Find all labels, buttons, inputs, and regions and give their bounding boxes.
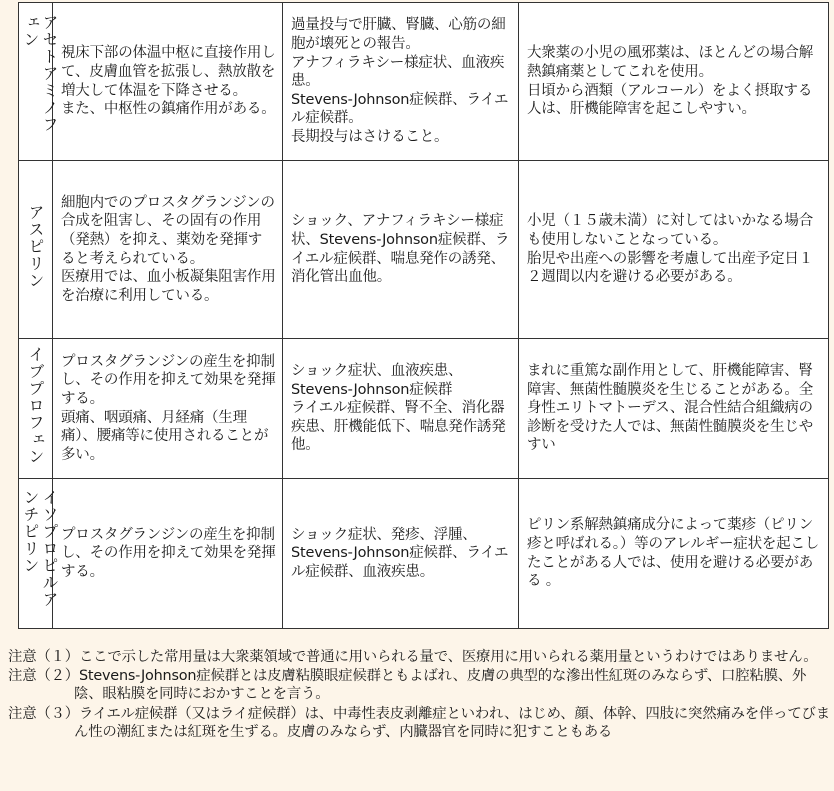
- drug-name-cell: [19, 479, 59, 629]
- side-effect-text: 過量投与で肝臓、腎臓、心筋の細胞が壊死との報告。: [291, 17, 506, 53]
- notes-cell: [519, 3, 829, 161]
- side-effect-text: ライエル症候群、腎不全、消化器疾患、肝機能低下、喘息発作誘発他。: [291, 400, 506, 454]
- footnote-2: 注意（２）Stevens-Johnson症候群とは皮膚粘膜眼症候群ともよばれ、皮膚の典型的な滲出性紅斑のみならず、口腔粘膜、外陰、眼粘膜を同時におかすことを言う。: [8, 668, 807, 703]
- notes-cell: [519, 161, 829, 339]
- mechanism-text: プロスタグランジンの産生を抑制し、その作用を抑えて効果を発揮する。: [61, 526, 276, 580]
- side-effect-text: アナフィラキシー様症状、血液疾患。: [291, 54, 505, 90]
- table-row: [19, 479, 829, 629]
- mechanism-text: プロスタグランジンの産生を抑制し、その作用を抑えて効果を発揮する。: [61, 353, 276, 407]
- mechanism-cell: [53, 339, 283, 479]
- notes-cell: [519, 339, 829, 479]
- mechanism-cell: [53, 3, 283, 161]
- note-text: 胎児や出産への影響を考慮して出産予定日１２週間以内を避ける必要がある。: [527, 250, 813, 286]
- side-effects-cell: [283, 479, 519, 629]
- mechanism-text: 視床下部の体温中枢に直接作用して、皮膚血管を拡張し、熱放散を増大して体温を下降させる。: [61, 45, 276, 99]
- drug-table: [18, 2, 829, 629]
- footnotes: [8, 648, 830, 742]
- drug-name-cell: [19, 3, 59, 161]
- side-effect-text: ショック症状、血液疾患、Stevens-Johnson症候群: [291, 363, 463, 398]
- side-effect-text: ショック症状、発疹、浮腫、Stevens-Johnson症候群、ライエル症候群、血液疾患。: [291, 526, 509, 580]
- mechanism-text: 医療用では、血小板凝集阻害作用を治療に利用している。: [61, 269, 276, 304]
- mechanism-cell: [53, 161, 283, 339]
- table-row: [19, 161, 829, 339]
- note-text: 大衆薬の小児の風邪薬は、ほとんどの場合解熱鎮痛薬としてこれを使用。: [527, 45, 813, 80]
- note-text: 日頃から酒類（アルコール）をよく摂取する人は、肝機能障害を起こしやすい。: [527, 82, 813, 118]
- note-text: 小児（１５歳未満）に対してはいかなる場合も使用しないことなっている。: [527, 213, 813, 248]
- side-effects-cell: [283, 161, 519, 339]
- drug-name: イソプロピルアンチピリン: [21, 488, 59, 608]
- note-text: まれに重篤な副作用として、肝機能障害、腎障害、無菌性髄膜炎を生じることがある。全身性エリトマトーデス、混合性結合組織病の診断を受けた人では、無菌性髄膜炎を生じやすい: [527, 363, 813, 454]
- footnote-1: 注意（１）ここで示した常用量は大衆薬領域で普通に用いられる量で、医療用に用いられる薬用量というわけではありません。: [8, 649, 818, 665]
- side-effects-cell: [283, 3, 519, 161]
- side-effect-text: ショック、アナフィラキシー様症状、Stevens-Johnson症候群、ライエル症候群、喘息発作の誘発、消化管出血他。: [291, 213, 510, 286]
- mechanism-text: 頭痛、咽頭痛、月経痛（生理痛）、腰痛等に使用されることが多い。: [61, 409, 269, 463]
- side-effect-text: 長期投与はさけること。: [291, 128, 449, 145]
- table-row: [19, 339, 829, 479]
- drug-name: アスピリン: [26, 204, 45, 290]
- side-effects-cell: [283, 339, 519, 479]
- drug-name-cell: [19, 161, 53, 339]
- note-text: ピリン系解熱鎮痛成分によって薬疹（ピリン疹と呼ばれる。）等のアレルギー症状を起こしたことがある人では、使用を避ける必要がある 。: [527, 517, 820, 590]
- notes-cell: [519, 479, 829, 629]
- drug-name: イブプロフェン: [26, 346, 45, 466]
- drug-name-cell: [19, 339, 53, 479]
- table-row: [19, 3, 829, 161]
- footnote-3: 注意（３）ライエル症候群（又はライ症候群）は、中毒性表皮剥離症といわれ、はじめ、顔、体幹、四肢に突然痛みを伴ってびまん性の潮紅または紅斑を生ずる。皮膚のみならず、内臓器官を同時に犯すこともある: [8, 705, 830, 740]
- mechanism-text: 細胞内でのプロスタグランジンの合成を阻害し、その固有の作用（発熱）を抑え、薬効を発揮すると考えられている。: [61, 194, 275, 267]
- side-effect-text: Stevens-Johnson症候群、ライエル症候群。: [291, 91, 509, 127]
- mechanism-text: また、中枢性の鎮痛作用がある。: [61, 101, 276, 118]
- mechanism-cell: [53, 479, 283, 629]
- drug-name: アセトアミノフェン: [21, 13, 59, 133]
